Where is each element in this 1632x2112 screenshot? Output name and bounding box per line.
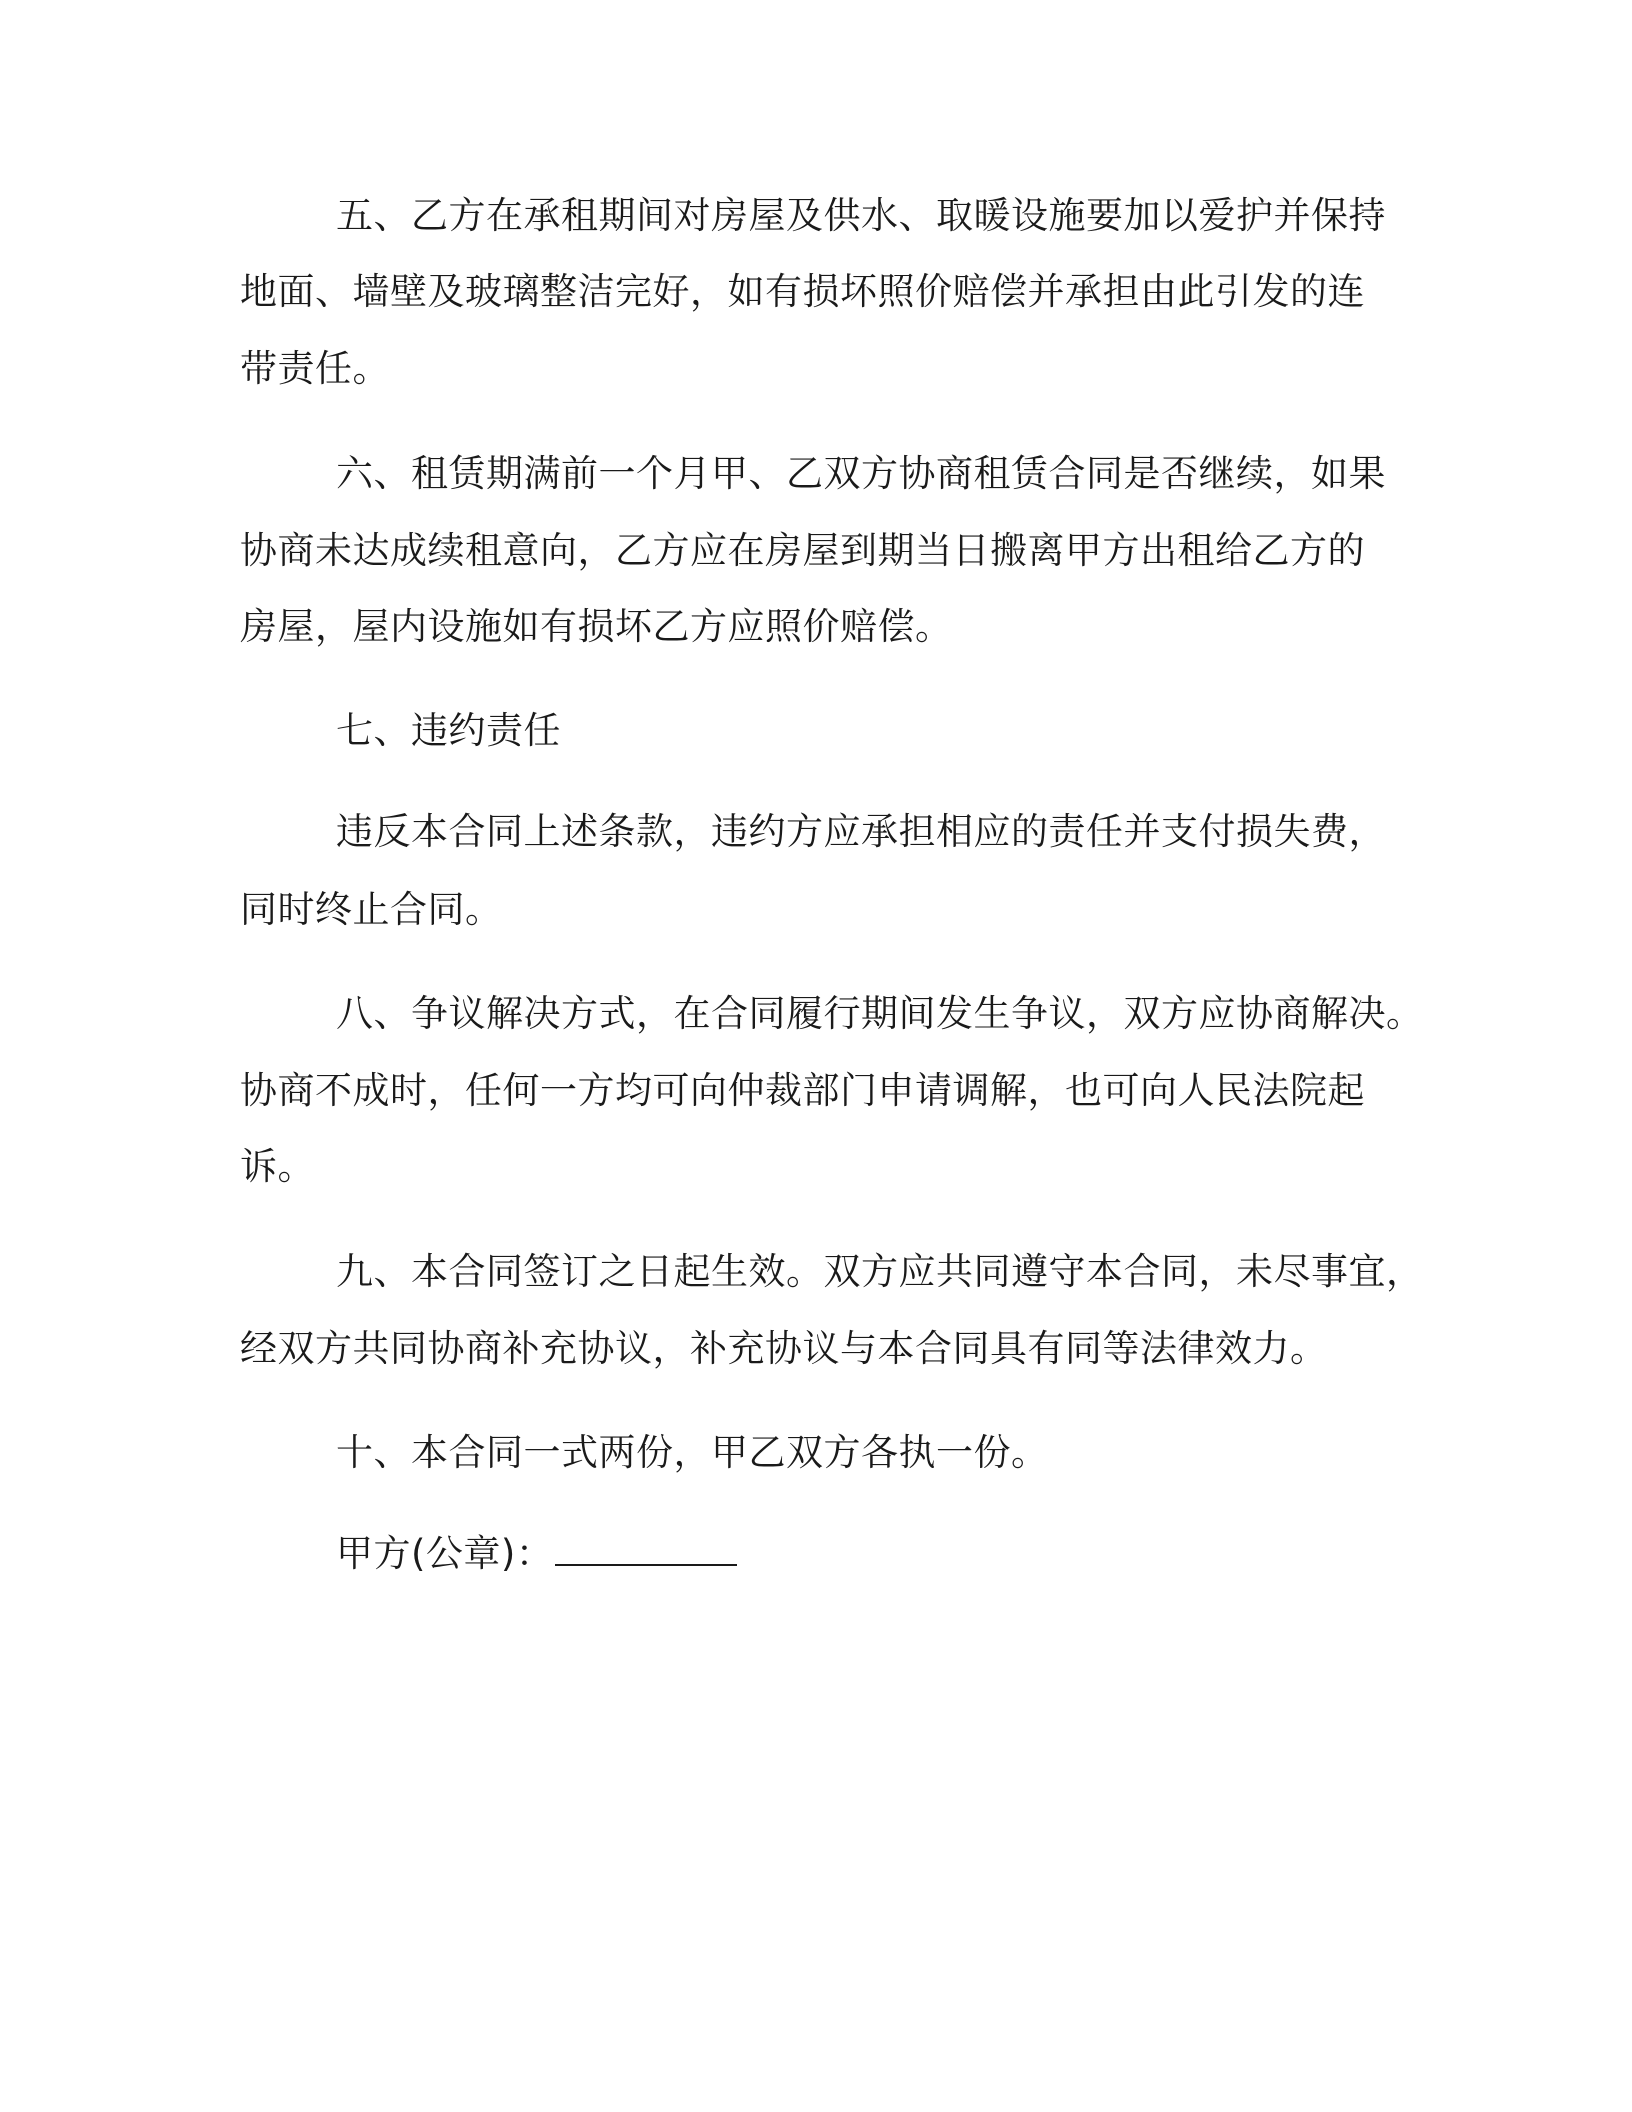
clause-6-line-2: 协商未达成续租意向，乙方应在房屋到期当日搬离甲方出租给乙方的 [240,529,1365,572]
clause-7-heading: 七、违约责任 [336,709,561,752]
party-a-signature-blank[interactable] [555,1534,737,1566]
clause-5-line-3: 带责任。 [240,347,390,390]
clause-6-line-1: 六、租赁期满前一个月甲、乙双方协商租赁合同是否继续，如果 [336,452,1386,495]
clause-7-line-2: 同时终止合同。 [240,888,503,931]
signature-party-a [336,1530,737,1578]
clause-9-line-1: 九、本合同签订之日起生效。双方应共同遵守本合同，未尽事宜， [336,1250,1424,1293]
clause-8-line-3: 诉。 [240,1145,315,1188]
clause-5-line-2: 地面、墙壁及玻璃整洁完好，如有损坏照价赔偿并承担由此引发的连 [240,270,1365,313]
clause-10-line-1: 十、本合同一式两份，甲乙双方各执一份。 [336,1431,1049,1474]
clause-9-line-2: 经双方共同协商补充协议，补充协议与本合同具有同等法律效力。 [240,1327,1328,1370]
clause-8-line-1: 八、争议解决方式，在合同履行期间发生争议，双方应协商解决。 [336,992,1424,1035]
clause-6-line-3: 房屋，屋内设施如有损坏乙方应照价赔偿。 [240,605,953,648]
clause-8-line-2: 协商不成时，任何一方均可向仲裁部门申请调解，也可向人民法院起 [240,1069,1365,1112]
party-a-label: 甲方(公章)： [336,1532,554,1575]
clause-7-line-1: 违反本合同上述条款，违约方应承担相应的责任并支付损失费， [336,810,1386,853]
clause-5-line-1: 五、乙方在承租期间对房屋及供水、取暖设施要加以爱护并保持 [336,194,1386,237]
